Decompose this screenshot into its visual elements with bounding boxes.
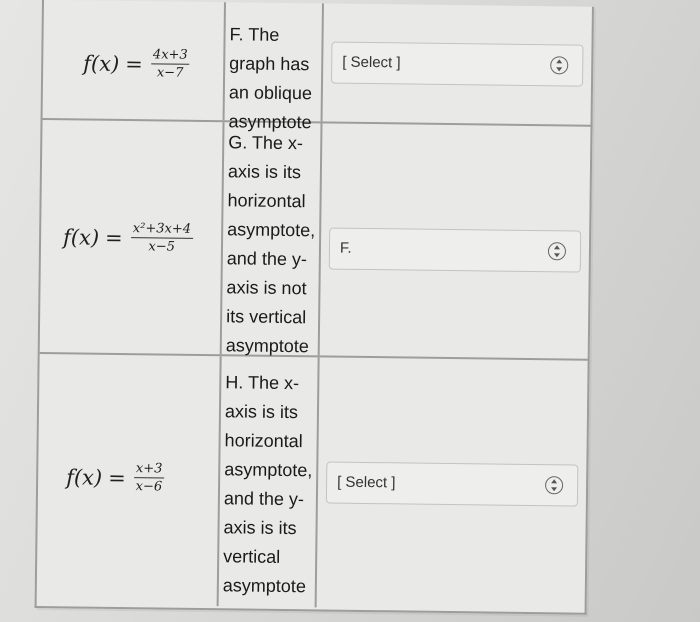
answer-select-dropdown[interactable] [331,42,583,87]
description-text: G. The x-axis is its horizontal asymptote, and the y-axis is not its vertical asymptote [225,132,316,357]
select-value: [ Select ] [337,473,396,492]
function-name: f(x) [66,464,103,490]
fraction [131,221,194,255]
denominator: x−5 [148,239,176,255]
denominator: x−6 [135,479,163,495]
answer-select-dropdown[interactable] [329,228,581,273]
function-cell [43,0,226,120]
dropdown-chevron-icon [550,56,568,74]
table-row [40,120,591,361]
description-text: H. The x-axis is its horizontal asymptote, and the y-axis is its vertical asymptote [222,372,313,597]
function-cell [37,354,222,606]
function-name: f(x) [62,224,100,250]
function-formula [83,47,190,81]
description-cell [222,122,323,355]
description-cell [225,2,324,133]
dropdown-chevron-icon [548,242,566,260]
matching-table [35,0,594,615]
dropdown-chevron-icon [545,476,563,494]
fraction [134,461,165,494]
function-formula [63,220,193,255]
fraction [151,47,190,80]
answer-cell [317,357,588,610]
table-row [43,0,592,133]
function-formula [66,460,165,494]
answer-cell [320,123,591,358]
function-cell [40,120,225,354]
function-name: f(x) [83,51,120,76]
table-row [37,354,588,611]
description-text: F. The graph has an oblique asymptote [228,24,313,133]
description-cell [219,356,320,607]
numerator: x+3 [134,461,165,478]
equals-sign: = [104,225,123,250]
equals-sign: = [108,465,126,490]
equals-sign: = [125,51,144,76]
select-value: [ Select ] [342,53,401,72]
numerator: 4x+3 [151,47,190,64]
answer-cell [323,3,592,124]
answer-select-dropdown[interactable] [326,462,578,507]
denominator: x−7 [156,65,184,81]
numerator: x²+3x+4 [131,221,193,239]
select-value: F. [339,239,352,257]
